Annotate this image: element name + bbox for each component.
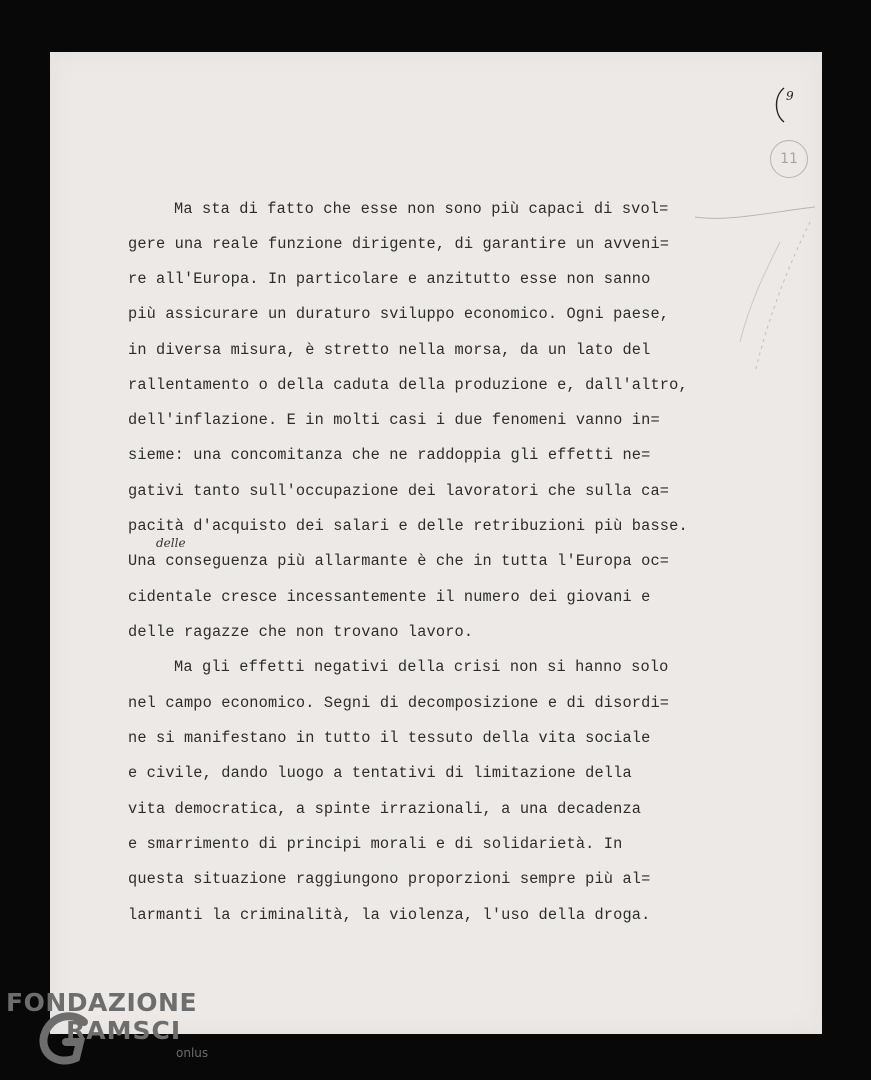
text-line: nel campo economico. Segni di decomposizione e di disordi= — [128, 694, 670, 712]
watermark-line1: FONDAZIONE — [6, 988, 198, 1017]
text-line: rallentamento o della caduta della produzione e, dall'altro, — [128, 376, 688, 394]
text-line: dell'inflazione. E in molti casi i due fenomeni vanno in= — [128, 411, 660, 429]
stamp-number: 11 — [780, 151, 798, 167]
document-page — [50, 52, 822, 1034]
text-line: cidentale cresce incessantemente il numero dei giovani e — [128, 588, 651, 606]
text-line: larmanti la criminalità, la violenza, l'uso della droga. — [128, 906, 651, 924]
text-line: delle ragazze che non trovano lavoro. — [128, 623, 474, 641]
text-line: re all'Europa. In particolare e anzitutto esse non sanno — [128, 270, 651, 288]
text-line: Ma sta di fatto che esse non sono più capaci di svol= — [174, 200, 669, 218]
text-line: più assicurare un duraturo sviluppo economico. Ogni paese, — [128, 305, 670, 323]
text-line: in diversa misura, è stretto nella morsa, da un lato del — [128, 341, 651, 359]
foundation-watermark — [6, 988, 216, 1078]
page-mark-number: 9 — [786, 89, 794, 103]
text-line: gativi tanto sull'occupazione dei lavoratori che sulla ca= — [128, 482, 670, 500]
text-line: e civile, dando luogo a tentativi di limitazione della — [128, 764, 632, 782]
text-line: pacità d'acquisto dei salari e delle retribuzioni più basse. — [128, 517, 688, 535]
paper-crease-marks — [690, 202, 820, 382]
text-line: Una conseguenza più allarmante è che in tutta l'Europa oc= — [128, 552, 670, 570]
handwritten-insert: delle — [156, 536, 186, 550]
text-line: questa situazione raggiungono proporzioni sempre più al= — [128, 870, 651, 888]
archive-stamp — [770, 140, 808, 178]
text-line: vita democratica, a spinte irrazionali, a una decadenza — [128, 800, 642, 818]
watermark-line2: RAMSCI — [66, 1016, 182, 1045]
text-line: gere una reale funzione dirigente, di garantire un avveni= — [128, 235, 670, 253]
text-line: sieme: una concomitanza che ne raddoppia gli effetti ne= — [128, 446, 651, 464]
text-line: Ma gli effetti negativi della crisi non si hanno solo — [174, 658, 669, 676]
text-line: e smarrimento di principi morali e di solidarietà. In — [128, 835, 623, 853]
text-line: ne si manifestano in tutto il tessuto della vita sociale — [128, 729, 651, 747]
page-mark-icon — [770, 86, 810, 126]
watermark-onlus: onlus — [176, 1046, 209, 1060]
